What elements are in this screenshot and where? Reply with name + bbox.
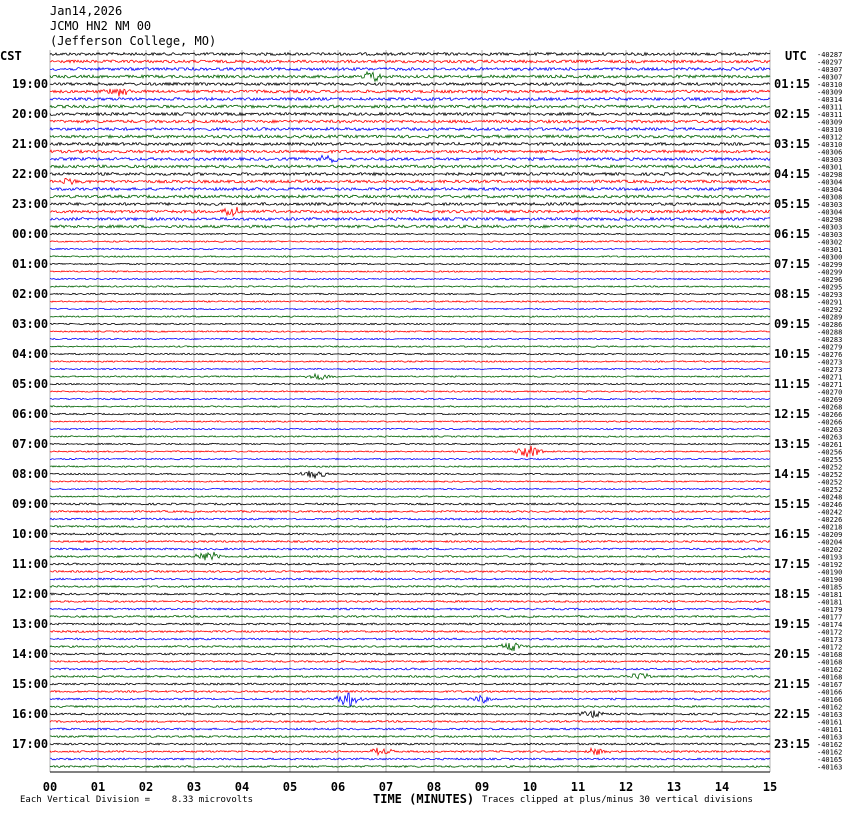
cst-hour-label: 11:00 <box>12 557 49 571</box>
trace-line <box>50 661 770 663</box>
trace-offset-label: -40271 <box>817 381 843 389</box>
trace-line <box>50 421 770 422</box>
trace-line <box>50 548 770 550</box>
trace-line <box>50 471 770 479</box>
trace-offset-label: -40310 <box>817 126 843 134</box>
trace-offset-label: -40174 <box>817 621 843 629</box>
cst-hour-label: 05:00 <box>12 377 49 391</box>
x-tick-label: 04 <box>234 780 250 794</box>
trace-offset-label: -40204 <box>817 538 843 547</box>
trace-line <box>50 263 770 264</box>
trace-offset-label: -40291 <box>817 298 843 307</box>
trace-offset-label: -40301 <box>817 246 843 254</box>
trace-offset-label: -40288 <box>817 328 843 337</box>
cst-hour-label: 02:00 <box>12 287 49 301</box>
trace-line <box>50 758 770 760</box>
trace-line <box>50 346 770 347</box>
trace-line <box>50 60 770 63</box>
trace-line <box>50 616 770 618</box>
trace-offset-label: -40263 <box>817 426 843 434</box>
trace-line <box>50 653 770 655</box>
trace-offset-label: -40273 <box>817 358 843 367</box>
trace-line <box>50 593 770 595</box>
header-location: (Jefferson College, MO) <box>50 34 217 48</box>
trace-offset-label: -40304 <box>817 186 843 194</box>
trace-offset-label: -40279 <box>817 343 843 352</box>
trace-line <box>50 225 770 228</box>
trace-offset-label: -40166 <box>817 696 843 704</box>
trace-offset-label: -40270 <box>817 388 843 397</box>
trace-line <box>50 391 770 392</box>
x-tick-label: 08 <box>426 780 442 794</box>
cst-hour-label: 20:00 <box>12 107 49 121</box>
x-tick-label: 10 <box>522 780 538 794</box>
utc-hour-label: 02:15 <box>774 107 811 121</box>
utc-hour-label: 06:15 <box>774 227 811 241</box>
trace-line <box>50 68 770 71</box>
trace-line <box>50 691 770 693</box>
trace-line <box>50 368 770 369</box>
cst-hour-label: 14:00 <box>12 647 49 661</box>
trace-line <box>50 188 770 191</box>
trace-line <box>50 316 770 317</box>
trace-offset-label: -40295 <box>817 283 843 292</box>
trace-offset-label: -40226 <box>817 516 843 524</box>
trace-line <box>50 623 770 625</box>
trace-line <box>50 398 770 399</box>
trace-offset-label: -40252 <box>817 478 843 487</box>
trace-line <box>50 374 770 380</box>
trace-line <box>50 72 770 81</box>
trace-offset-label: -40303 <box>817 231 843 239</box>
trace-line <box>50 218 770 221</box>
trace-line <box>50 458 770 459</box>
utc-hour-label: 14:15 <box>774 467 811 481</box>
trace-offset-label: -40289 <box>817 313 843 322</box>
trace-offset-label: -40283 <box>817 336 843 344</box>
trace-line <box>50 526 770 528</box>
trace-offset-label: -40314 <box>817 96 843 104</box>
trace-offset-label: -40163 <box>817 711 843 719</box>
cst-hour-label: 17:00 <box>12 737 49 751</box>
trace-line <box>50 98 770 101</box>
trace-offset-label: -40303 <box>817 223 843 232</box>
trace-line <box>50 711 770 718</box>
trace-offset-label: -40308 <box>817 193 843 202</box>
cst-hour-label: 16:00 <box>12 707 49 721</box>
utc-hour-label: 08:15 <box>774 287 811 301</box>
utc-hour-label: 18:15 <box>774 587 811 601</box>
trace-offset-label: -40163 <box>817 763 843 772</box>
utc-hour-label: 07:15 <box>774 257 811 271</box>
trace-line <box>50 271 770 272</box>
trace-offset-label: -40172 <box>817 643 843 652</box>
trace-offset-label: -40252 <box>817 486 843 494</box>
trace-offset-label: -40273 <box>817 366 843 374</box>
trace-line <box>50 165 770 168</box>
trace-offset-label: -40162 <box>817 748 843 757</box>
trace-offset-label: -40309 <box>817 88 843 97</box>
cst-hour-label: 01:00 <box>12 257 49 271</box>
trace-line <box>50 428 770 429</box>
trace-offset-label: -40312 <box>817 133 843 142</box>
trace-line <box>50 608 770 610</box>
trace-line <box>50 331 770 332</box>
trace-line <box>50 89 770 97</box>
trace-line <box>50 338 770 339</box>
trace-offset-label: -40276 <box>817 351 843 359</box>
utc-hour-label: 15:15 <box>774 497 811 511</box>
trace-offset-label: -40193 <box>817 553 843 562</box>
cst-hour-label: 15:00 <box>12 677 49 691</box>
trace-offset-label: -40181 <box>817 598 843 607</box>
trace-offset-label: -40179 <box>817 606 843 614</box>
cst-hour-label: 03:00 <box>12 317 49 331</box>
trace-offset-label: -40268 <box>817 403 843 412</box>
trace-line <box>50 503 770 505</box>
trace-offset-label: -40246 <box>817 501 843 509</box>
trace-line <box>50 586 770 588</box>
trace-offset-label: -40252 <box>817 463 843 472</box>
left-timezone-label: CST <box>0 49 22 63</box>
cst-hour-label: 12:00 <box>12 587 49 601</box>
x-tick-label: 13 <box>666 780 682 794</box>
trace-offset-label: -40301 <box>817 163 843 172</box>
trace-offset-label: -40162 <box>817 666 843 674</box>
trace-offset-label: -40310 <box>817 141 843 149</box>
utc-hour-label: 01:15 <box>774 77 811 91</box>
trace-offset-label: -40306 <box>817 148 843 157</box>
trace-offset-label: -40297 <box>817 58 843 67</box>
trace-line <box>50 406 770 407</box>
cst-hour-label: 04:00 <box>12 347 49 361</box>
trace-line <box>50 488 770 489</box>
trace-line <box>50 466 770 467</box>
x-tick-label: 03 <box>186 780 202 794</box>
trace-line <box>50 631 770 633</box>
trace-line <box>50 203 770 206</box>
utc-hour-label: 22:15 <box>774 707 811 721</box>
x-tick-label: 09 <box>474 780 490 794</box>
x-tick-label: 01 <box>90 780 106 794</box>
trace-offset-label: -40185 <box>817 583 843 592</box>
trace-line <box>50 361 770 362</box>
trace-line <box>50 496 770 497</box>
trace-line <box>50 578 770 580</box>
utc-hour-label: 21:15 <box>774 677 811 691</box>
trace-line <box>50 518 770 520</box>
clip-note: Traces clipped at plus/minus 30 vertical divisions <box>482 795 753 805</box>
trace-line <box>50 83 770 86</box>
trace-line <box>50 178 770 184</box>
x-tick-label: 06 <box>330 780 346 794</box>
trace-offset-label: -40166 <box>817 688 843 697</box>
trace-offset-label: -40309 <box>817 118 843 127</box>
trace-offset-label: -40167 <box>817 681 843 689</box>
trace-line <box>50 413 770 414</box>
utc-hour-label: 16:15 <box>774 527 811 541</box>
trace-line <box>50 728 770 730</box>
utc-hour-label: 23:15 <box>774 737 811 751</box>
trace-line <box>50 766 770 768</box>
trace-offset-label: -40292 <box>817 306 843 314</box>
trace-offset-label: -40298 <box>817 171 843 179</box>
cst-hour-label: 21:00 <box>12 137 49 151</box>
trace-offset-label: -40299 <box>817 261 843 269</box>
trace-offset-label: -40190 <box>817 576 843 584</box>
trace-offset-label: -40181 <box>817 591 843 599</box>
x-axis-title: TIME (MINUTES) <box>373 792 475 806</box>
utc-hour-label: 10:15 <box>774 347 811 361</box>
cst-hour-label: 19:00 <box>12 77 49 91</box>
trace-line <box>50 601 770 603</box>
trace-offset-label: -40255 <box>817 456 843 464</box>
trace-line <box>50 533 770 535</box>
trace-line <box>50 736 770 738</box>
trace-offset-label: -40298 <box>817 216 843 224</box>
trace-line <box>50 353 770 354</box>
trace-line <box>50 706 770 708</box>
trace-line <box>50 248 770 249</box>
trace-line <box>50 301 770 302</box>
trace-line <box>50 173 770 176</box>
trace-offset-label: -40168 <box>817 658 843 667</box>
trace-offset-label: -40192 <box>817 561 843 569</box>
trace-offset-label: -40286 <box>817 321 843 329</box>
trace-line <box>50 443 770 444</box>
trace-offset-label: -40168 <box>817 651 843 659</box>
utc-hour-label: 20:15 <box>774 647 811 661</box>
trace-line <box>50 233 770 234</box>
trace-offset-label: -40190 <box>817 568 843 577</box>
trace-line <box>50 541 770 543</box>
x-tick-label: 00 <box>42 780 58 794</box>
x-tick-label: 02 <box>138 780 154 794</box>
cst-hour-label: 23:00 <box>12 197 49 211</box>
trace-line <box>50 128 770 131</box>
trace-offset-label: -40248 <box>817 493 843 502</box>
trace-line <box>50 286 770 287</box>
trace-line <box>50 150 770 153</box>
trace-offset-label: -40256 <box>817 448 843 457</box>
trace-line <box>50 143 770 146</box>
trace-offset-label: -40266 <box>817 418 843 427</box>
utc-hour-label: 09:15 <box>774 317 811 331</box>
cst-hour-label: 10:00 <box>12 527 49 541</box>
trace-line <box>50 135 770 138</box>
utc-hour-label: 11:15 <box>774 377 811 391</box>
trace-line <box>50 683 770 685</box>
trace-line <box>50 481 770 482</box>
trace-line <box>50 256 770 257</box>
trace-offset-label: -40266 <box>817 411 843 419</box>
utc-hour-label: 19:15 <box>774 617 811 631</box>
trace-offset-label: -40296 <box>817 276 843 284</box>
cst-hour-label: 09:00 <box>12 497 49 511</box>
trace-line <box>50 53 770 56</box>
x-tick-label: 05 <box>282 780 298 794</box>
trace-line <box>50 693 770 706</box>
trace-offset-label: -40311 <box>817 111 843 119</box>
trace-line <box>50 293 770 294</box>
trace-offset-label: -40300 <box>817 253 843 262</box>
trace-offset-label: -40269 <box>817 396 843 404</box>
header-date: Jan14,2026 <box>50 4 123 18</box>
trace-offset-label: -40311 <box>817 103 843 112</box>
utc-hour-label: 12:15 <box>774 407 811 421</box>
x-tick-label: 12 <box>618 780 634 794</box>
trace-line <box>50 748 770 755</box>
trace-offset-label: -40209 <box>817 531 843 539</box>
header-station: JCMO HN2 NM 00 <box>50 19 152 33</box>
cst-hour-label: 08:00 <box>12 467 49 481</box>
trace-offset-label: -40293 <box>817 291 843 299</box>
trace-line <box>50 436 770 437</box>
trace-offset-label: -40173 <box>817 636 843 644</box>
trace-offset-label: -40161 <box>817 718 843 727</box>
trace-line <box>50 207 770 216</box>
trace-line <box>50 721 770 723</box>
x-tick-label: 14 <box>714 780 730 794</box>
trace-line <box>50 113 770 116</box>
scale-note: Each Vertical Division = 8.33 microvolts <box>20 795 253 805</box>
trace-offset-label: -40307 <box>817 66 843 74</box>
trace-line <box>50 105 770 108</box>
cst-hour-label: 06:00 <box>12 407 49 421</box>
trace-offset-label: -40163 <box>817 733 843 742</box>
trace-offset-label: -40242 <box>817 508 843 517</box>
trace-offset-label: -40302 <box>817 238 843 247</box>
trace-offset-label: -40307 <box>817 73 843 82</box>
utc-hour-label: 03:15 <box>774 137 811 151</box>
utc-hour-label: 17:15 <box>774 557 811 571</box>
trace-line <box>50 552 770 560</box>
trace-line <box>50 241 770 242</box>
trace-line <box>50 308 770 309</box>
trace-line <box>50 278 770 279</box>
trace-offset-label: -40263 <box>817 433 843 442</box>
trace-offset-label: -40168 <box>817 673 843 682</box>
trace-offset-label: -40261 <box>817 441 843 449</box>
trace-offset-label: -40218 <box>817 523 843 532</box>
trace-line <box>50 446 770 457</box>
utc-hour-label: 05:15 <box>774 197 811 211</box>
trace-line <box>50 120 770 123</box>
trace-offset-label: -40161 <box>817 726 843 734</box>
trace-line <box>50 743 770 745</box>
trace-offset-label: -40165 <box>817 756 843 764</box>
trace-offset-label: -40287 <box>817 51 843 59</box>
trace-line <box>50 674 770 679</box>
trace-offset-label: -40172 <box>817 628 843 637</box>
trace-offset-label: -40252 <box>817 471 843 479</box>
trace-offset-label: -40162 <box>817 703 843 712</box>
trace-offset-label: -40310 <box>817 81 843 89</box>
x-tick-label: 15 <box>762 780 778 794</box>
cst-hour-label: 22:00 <box>12 167 49 181</box>
trace-line <box>50 511 770 513</box>
trace-line <box>50 668 770 670</box>
trace-offset-label: -40303 <box>817 201 843 209</box>
x-tick-label: 11 <box>570 780 586 794</box>
trace-line <box>50 195 770 198</box>
cst-hour-label: 13:00 <box>12 617 49 631</box>
trace-line <box>50 383 770 384</box>
trace-offset-label: -40177 <box>817 613 843 622</box>
x-tick-label: 07 <box>378 780 394 794</box>
trace-offset-label: -40162 <box>817 741 843 749</box>
trace-offset-label: -40202 <box>817 546 843 554</box>
trace-line <box>50 155 770 162</box>
trace-offset-label: -40299 <box>817 268 843 277</box>
trace-line <box>50 563 770 565</box>
trace-line <box>50 571 770 573</box>
trace-offset-label: -40303 <box>817 156 843 164</box>
trace-offset-label: -40304 <box>817 208 843 217</box>
trace-offset-label: -40304 <box>817 178 843 187</box>
trace-line <box>50 643 770 651</box>
trace-line <box>50 638 770 640</box>
cst-hour-label: 07:00 <box>12 437 49 451</box>
utc-hour-label: 04:15 <box>774 167 811 181</box>
utc-hour-label: 13:15 <box>774 437 811 451</box>
right-timezone-label: UTC <box>785 49 807 63</box>
cst-hour-label: 00:00 <box>12 227 49 241</box>
trace-offset-label: -40271 <box>817 373 843 382</box>
trace-line <box>50 323 770 324</box>
